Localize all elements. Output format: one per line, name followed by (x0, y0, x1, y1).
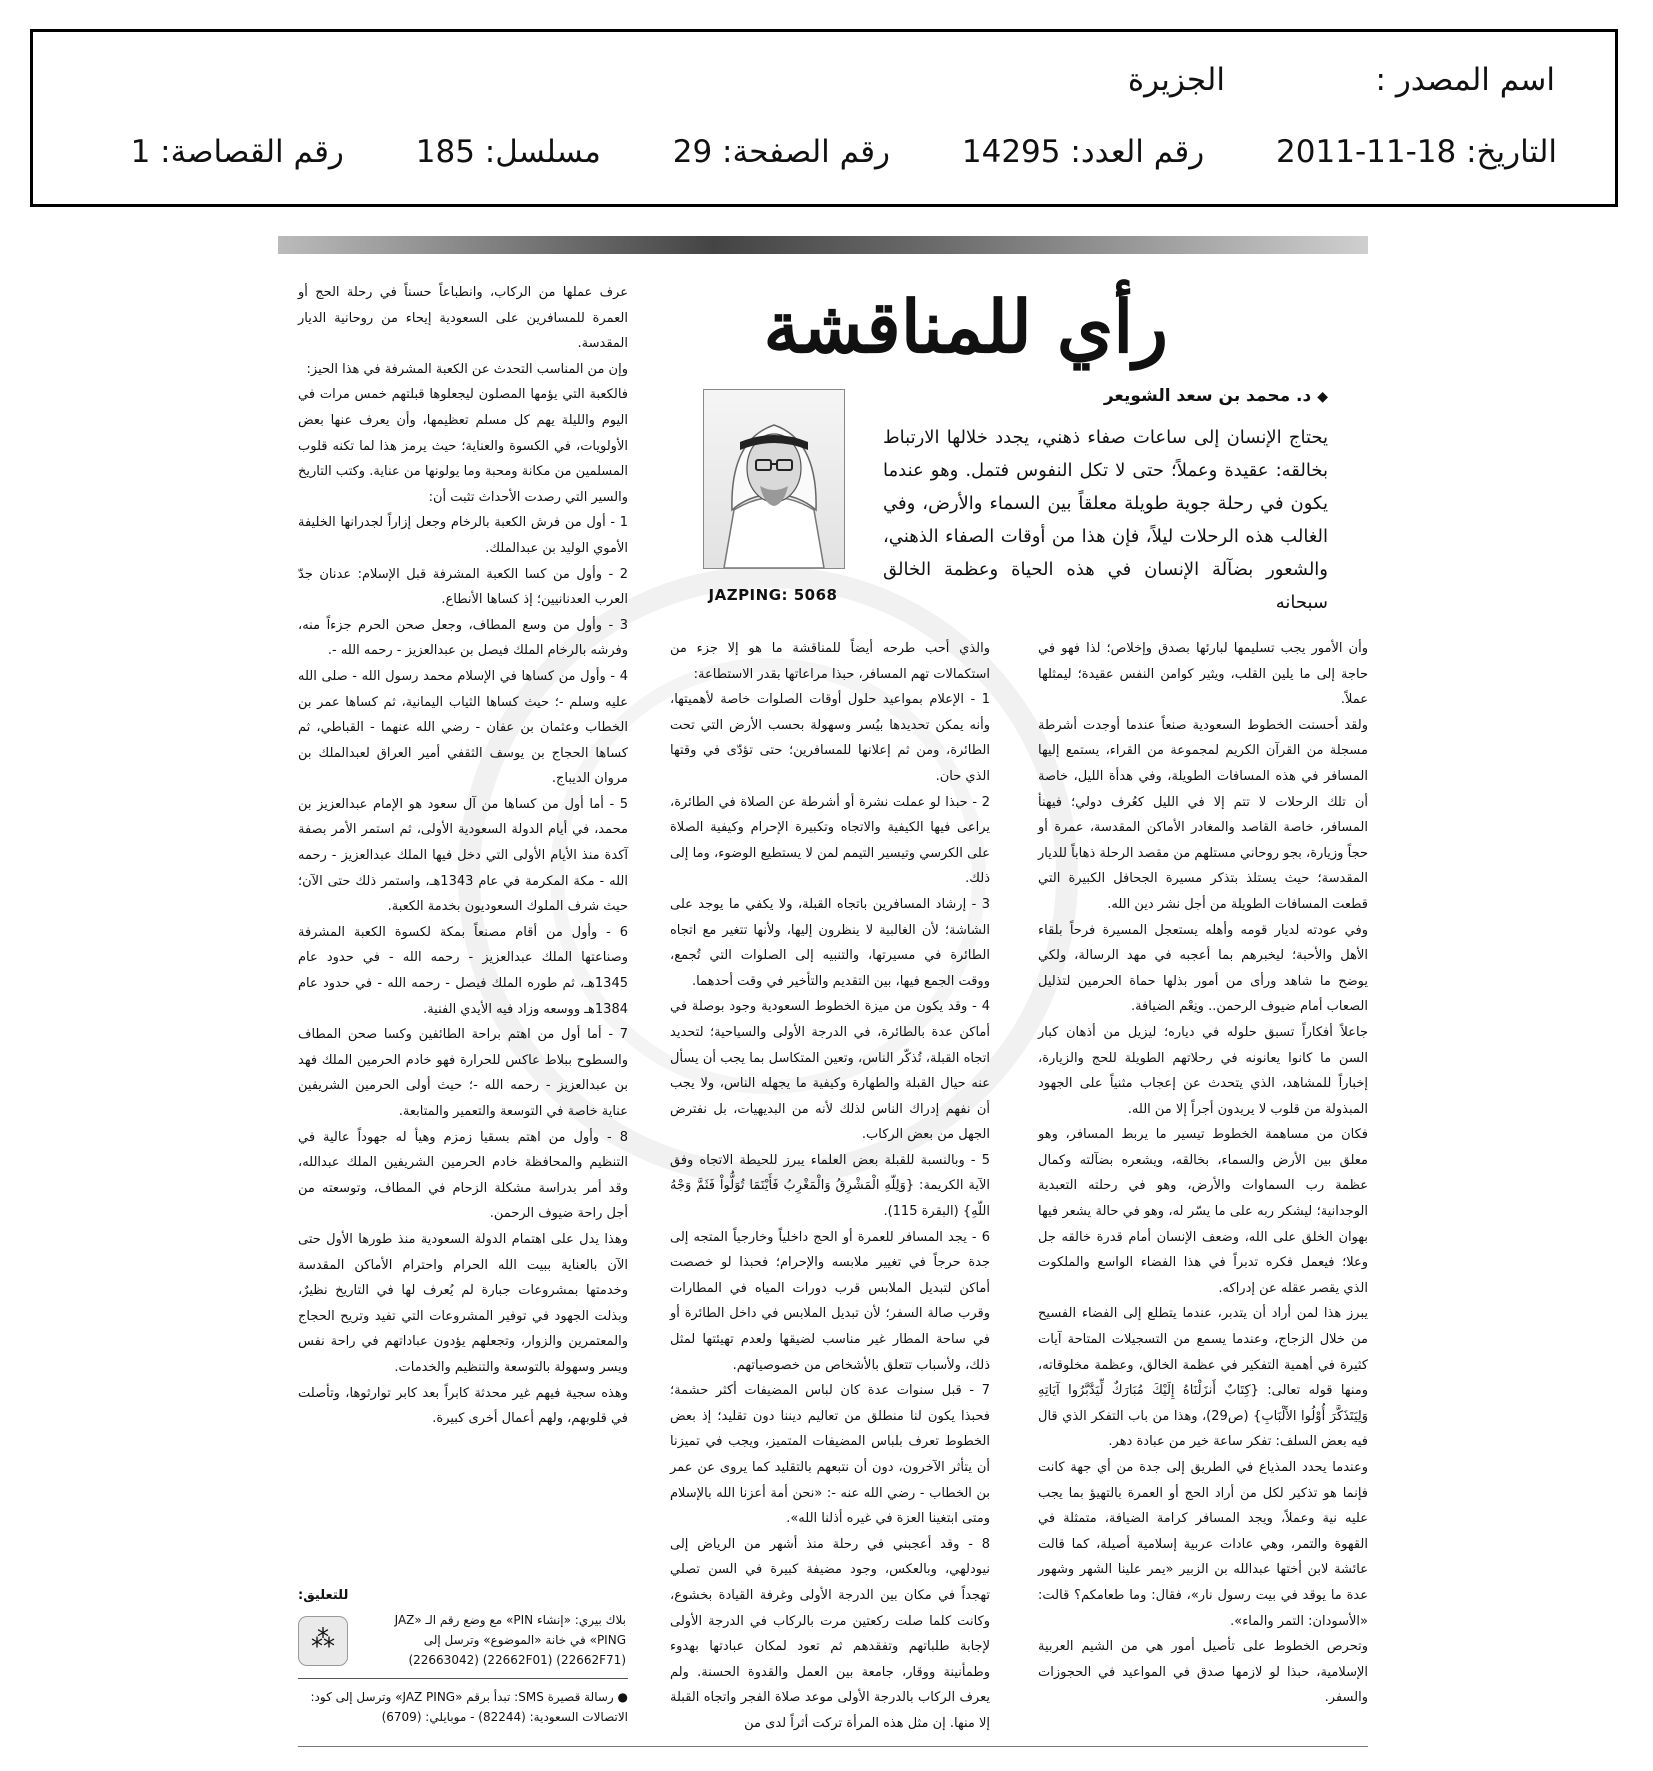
paragraph: 5 - وبالنسبة للقبلة بعض العلماء يبرز للحيطة الاتجاه وفق الآية الكريمة: {وَلِلّهِ الْمَشْرِقُ وَالْمَغْرِبُ فَأَيْنَمَا تُوَلُّواْ فَثَمَّ وَجْهُ اللّهِ} (البقرة 115). (670, 1152, 990, 1220)
paragraph: 7 - أما أول من اهتم براحة الطائفين وكسا صحن المطاف والسطوح ببلاط عاكس للحرارة فهو خادم الحرمين الملك فهد بن عبدالعزيز - رحمه الله -؛ حيث أولى الحرمين الشريفين عناية خاصة في التوسعة والتعمير والمتابعة. (298, 1027, 628, 1119)
comments-box (298, 1586, 628, 1727)
portrait-icon (704, 390, 844, 568)
article-column-right (1038, 636, 1368, 1711)
source-value: الجزيرة (1127, 62, 1225, 98)
paragraph: وهذا يدل على اهتمام الدولة السعودية منذ طورها الأول حتى الآن بالعناية ببيت الله الحرام واحترام الأماكن المقدسة وخدمتها بمشروعات جبارة لم يُعرف لها في التاريخ نظيرٌ، وبذلت الجهود في توفير المشروعات التي تفيد وتريح الحجاج والمعتمرين والزوار، وتجعلهم يؤدون عباداتهم في راحة نفس ويسر وسهولة بالتوسعة والتنظيم والخدمات. (298, 1231, 628, 1375)
paragraph: عرف عملها من الركاب، وانطباعاً حسناً في رحلة الحج أو العمرة للمسافرين على السعودية إيحاء من روحانية الديار المقدسة. (298, 285, 628, 352)
serial-number: مسلسل: 185 (415, 134, 601, 170)
paragraph: 4 - وقد يكون من ميزة الخطوط السعودية وجود بوصلة في أماكن عدة بالطائرة، في الدرجة الأولى والسياحية؛ لتحديد اتجاه القبلة، تُذكّر الناس، وتعين المتكاسل بما يجب أن يسأل عنه حيال القبلة والطهارة وكيفية ما يجهله الناس، ولا يجب أن نفهم إدراك الناس لذلك لأنه من البديهيات، بل نفترض الجهل من بعض الركاب. (670, 999, 990, 1143)
paragraph: 5 - أما أول من كساها من آل سعود هو الإمام عبدالعزيز بن محمد، في أيام الدولة السعودية الأولى، ثم استمر الأمر بصفة آكدة منذ الأيام الأولى التي دخل فيها الملك عبدالعزيز - رحمه الله - مكة المكرمة في عام 1343هـ، واستمر ذلك حتى الآن؛ حيث شرف الملوك السعوديون بخدمة الكعبة. (298, 796, 628, 915)
comments-title: للتعليق: (298, 1588, 349, 1603)
top-rule (278, 236, 1368, 254)
paragraph: 6 - يجد المسافر للعمرة أو الحج داخلياً وخارجياً المتجه إلى جدة حرجاً في تغيير ملابسه والإحرام؛ فحبذا لو خصصت أماكن لتبديل الملابس قرب دورات المياه في المطارات وقرب صالة السفر؛ لأن تبديل الملابس في داخل الطائرة أو في ساحة المطار غير مناسب لضيقها ولعدم تهيئتها لمثل ذلك، ولأسباب تتعلق بالأشخاص من خصوصياتهم. (670, 1229, 990, 1373)
metadata-line (69, 134, 1557, 170)
paragraph: يبرز هذا لمن أراد أن يتدبر، عندما يتطلع إلى الفضاء الفسيح من خلال الزجاج، وعندما يسمع من التسجيلات المتاحة آيات كثيرة في أهمية التفكير في عظمة الخالق، وعظمة مخلوقاته، ومنها قوله تعالى: {كِتَابٌ أَنزَلْنَاهُ إِلَيْكَ مُبَارَكٌ لِّيَدَّبَّرُوا آيَاتِهِ وَلِيَتَذَكَّرَ أُوْلُوا الأَلْبَابِ} (ص29)، وهذا من باب التفكر الذي قال فيه بعض السلف: تفكر ساعة خير من عبادة دهر. (1038, 1306, 1368, 1450)
blackberry-instructions: بلاك بيري: «إنشاء PIN» مع وضع رقم الـ «JAZ PING» في خانة «الموضوع» وترسل إلى (22662F71) (22662F01) (22663042) (394, 1613, 626, 1667)
paragraph: 8 - وقد أعجبني في رحلة منذ أشهر من الرياض إلى نيودلهي، وبالعكس، وجود مضيفة كبيرة في السن تصلي تهجداً في مكان بين الدرجة الأولى وغرفة القيادة بخشوع، وكانت كلما صلت ركعتين مرت بالركاب في الدرجة الأولى لإجابة طلباتهم وتفقدهم ثم تعود لمكان عبادتها بهدوء وطمأنينة ووقار، جامعة بين العمل والقدوة الحسنة. ولم يعرف الركاب بالدرجة الأولى موعد صلاة الفجر واتجاه القبلة إلا منها. إن مثل هذه المرأة تركت أثراً لدى من (670, 1536, 990, 1731)
paragraph: 3 - إرشاد المسافرين باتجاه القبلة، ولا يكفي ما يوجد على الشاشة؛ لأن الغالبية لا ينظرون إليها، ولأنها تتغير مع اتجاه الطائرة في مسيرتها، والتنبيه إلى الصلوات التي تُجمع، ووقت الجمع فيها، بين التقديم والتأخير في وقت أحدهما. (670, 896, 990, 989)
clip-number: رقم القصاصة: 1 (130, 134, 344, 170)
divider (298, 1678, 628, 1679)
paragraph: والذي أحب طرحه أيضاً للمناقشة ما هو إلا جزء من استكمالات تهم المسافر، حبذا مراعاتها بقدر الاستطاعة: (670, 641, 990, 682)
paragraph: 2 - حبذا لو عملت نشرة أو أشرطة عن الصلاة في الطائرة، يراعى فيها الكيفية والاتجاه وتكبيرة الإحرام وكيفية الصلاة على الكرسي وتيسير التيمم لمن لا يستطيع الوضوء، وما إلى ذلك. (670, 794, 990, 887)
blackberry-icon: ⁂ (298, 1616, 348, 1666)
paragraph: وأن الأمور يجب تسليمها لبارئها بصدق وإخلاص؛ لذا فهو في حاجة إلى ما يلين القلب، ويثير كوامن النفس عقيدة؛ ليمثلها عملاً. (1038, 641, 1368, 708)
article-column-left (298, 280, 628, 1432)
paragraph: 4 - وأول من كساها في الإسلام محمد رسول الله - صلى الله عليه وسلم -؛ حيث كساها الثياب اليمانية، ثم كساها عمر بن الخطاب وعثمان بن عفان - رضي الله عنهما - القباطي، ثم كساها الحجاج بن يوسف الثقفي أمير العراق لعبدالملك بن مروان الديباج. (298, 668, 628, 787)
paragraph: فالكعبة التي يؤمها المصلون ليجعلوها قبلتهم خمس مرات في اليوم والليلة يهم كل مسلم تعظيمها، وأن يعرف عنها بعض الأولويات، في الكسوة والعناية؛ حيث يرمز هذا لما تكنه قلوب المسلمين من مكانة ومحبة وما يولونها من عناية. وكتب التاريخ والسير التي رصدت الأحداث تثبت أن: (298, 387, 628, 505)
paragraph: وعندما يحدد المذياع في الطريق إلى جدة من أي جهة كانت فإنما هو تذكير لكل من أراد الحج أو العمرة بالتهيؤ بما يجب عليه نية وعملاً، ويجد المسافر كرامة الضيافة، متمثلة في القهوة والتمر، وهي عادات عربية إسلامية أصيلة، كما قالت عائشة لابن أختها عبدالله بن الزبير «يمر علينا الشهر وشهور عدة ما يوقد في بيت رسول نار»، فقال: وما طعامكم؟ قالت: «الأسودان: التمر والماء». (1038, 1460, 1368, 1629)
paragraph: وتحرص الخطوط على تأصيل أمور هي من الشيم العربية الإسلامية، حبذا لو لازمها صدق في المواعيد في الحجوزات والسفر. (1038, 1639, 1368, 1706)
paragraph: 1 - أول من فرش الكعبة بالرخام وجعل إزاراً لجدرانها الخليفة الأموي الوليد بن عبدالملك. (298, 515, 628, 556)
newspaper-clipping (278, 236, 1368, 1756)
paragraph: وإن من المناسب التحدث عن الكعبة المشرفة في هذا الحيز: (306, 361, 628, 377)
paragraph: وفي عودته لديار قومه وأهله يستعجل المسيرة فرحاً بلقاء الأهل والأحبة؛ ليخبرهم بما أعجبه في مهد الرسالة، ولكي يوضح ما شاهد ورأى من أمور بذلها حماة الحرمين لتذليل الصعاب أمام ضيوف الرحمن.. ونِعْم الضيافة. (1038, 922, 1368, 1015)
article-column-middle (670, 636, 990, 1737)
issue-number: رقم العدد: 14295 (961, 134, 1205, 170)
jazping-code: JAZPING: 5068 (708, 586, 838, 604)
paragraph: 2 - وأول من كسا الكعبة المشرفة قبل الإسلام: عدنان جدّ العرب العدنانيين؛ إذ كساها الأنطاع. (298, 566, 628, 608)
date-field: التاريخ: 18-11-2011 (1276, 134, 1557, 170)
paragraph: 1 - الإعلام بمواعيد حلول أوقات الصلوات خاصة لأهميتها، وأنه يمكن تحديدها بيُسر وسهولة بحسب الأرض التي تحت الطائرة، ومن ثم إعلانها للمسافرين؛ حتى تؤدّى في وقتها الذي حان. (670, 692, 990, 784)
paragraph: فكان من مساهمة الخطوط تيسير ما يربط المسافر، وهو معلق بين الأرض والسماء، بخالقه، ويشعره بضآلته وكمال عظمة رب السماوات والأرض، وهو في رحلته التعبدية الوجدانية؛ ليشكر ربه على ما يسّر له، وهو في حالة يشعر فيها بهوان الخلق على الله، وضعف الإنسان أمام قدرة خالقه جل وعلا؛ فيعمل فكره تدبراً في هذا الفضاء الواسع والملكوت الذي يقصر عقله عن إدراكه. (1038, 1127, 1368, 1296)
author-line (1104, 386, 1328, 406)
paragraph: 6 - وأول من أقام مصنعاً بمكة لكسوة الكعبة المشرفة وصناعتها الملك عبدالعزيز - رحمه الله - في حدود عام 1345هـ، ثم طوره الملك فيصل - رحمه الله - في حدود عام 1384هـ ووسعه وزاد فيه الأيدي الفنية. (298, 924, 628, 1017)
author-name: د. محمد بن سعد الشويعر (1103, 386, 1312, 406)
source-label: اسم المصدر : (1375, 62, 1555, 98)
metadata-box (30, 29, 1618, 207)
page-number: رقم الصفحة: 29 (672, 134, 891, 170)
diamond-icon: ◆ (1317, 389, 1328, 405)
paragraph: 7 - قبل سنوات عدة كان لباس المضيفات أكثر حشمة؛ فحبذا يكون لنا منطلق من تعاليم ديننا دون تقليد؛ إذ بعض الخطوط تعرف بلباس المضيفات المتميز، ويجب في تميزنا أن يتأثر الآخرون، دون أن نتبعهم بالتقليد كما يروى عن عمر بن الخطاب - رضي الله عنه -: «نحن أمة أعزنا الله بالإسلام ومتى ابتغينا العزة في غيره أذلنا الله». (670, 1383, 990, 1527)
paragraph: جاعلاً أفكاراً تسبق حلوله في دياره؛ ليزيل من أذهان كبار السن ما كانوا يعانونه في رحلاتهم الطويلة للحج والزيارة، إخباراً للمشاهد، الذي يتحدث عن إعجاب مثنياً على الجهود المبذولة من قلوب لا يريدون أجراً إلا من الله. (1038, 1024, 1368, 1117)
article-title: رأي للمناقشة (763, 284, 1168, 369)
sms-instructions: ● رسالة قصيرة SMS: تبدأ برقم «JAZ PING» وترسل إلى كود: الاتصالات السعودية: (82244) - موبايلي: (6709) (310, 1690, 628, 1724)
paragraph: ولقد أحسنت الخطوط السعودية صنعاً عندما أوجدت أشرطة مسجلة من القرآن الكريم لمجموعة من القراء، يستمع إليها المسافر في هذه المسافات الطويلة، وفي هدأة الليل، خاصة أن تلك الرحلات لا تتم إلا في الليل كعُرف دولي؛ فيهنأ المسافر، خاصة القاصد والمغادر الأماكن المقدسة، عمرة أو حجاً وزيارة، بجو روحاني مستلهم من مقصد الرحلة ذهاباً للديار المقدسة؛ حيث يستلذ بتذكر مسيرة الجحافل الكبيرة التي قطعت المسافات الطويلة من أجل نشر دين الله. (1038, 717, 1368, 912)
bottom-rule (298, 1746, 1368, 1747)
paragraph: 3 - وأول من وسع المطاف، وجعل صحن الحرم جزءاً منه، وفرشه بالرخام الملك فيصل بن عبدالعزيز - رحمه الله -. (298, 617, 628, 659)
author-photo (703, 389, 845, 569)
article-lead: يحتاج الإنسان إلى ساعات صفاء ذهني، يجدد خلالها الارتباط بخالقه: عقيدة وعملاً؛ حتى لا تكل النفوس فتمل. وهو عندما يكون في رحلة جوية طويلة معلقاً بين السماء والأرض، وفي الغالب هذه الرحلات ليلاً، فإن هذا من أوقات الصفاء الذهني، والشعور بضآلة الإنسان في هذه الحياة وعظمة الخالق سبحانه (883, 427, 1328, 613)
paragraph: وهذه سجية فيهم غير محدثة كابراً بعد كابر توارثوها، وتأصلت في قلوبهم، ولهم أعمال أخرى كبيرة. (298, 1385, 628, 1427)
paragraph: 8 - وأول من اهتم بسقيا زمزم وهيأ له جهوداً عالية في التنظيم والمحافظة خادم الحرمين الشريفين الملك عبدالله، وقد أمر بدراسة مشكلة الزحام في المطاف، وتوسعته من أجل راحة ضيوف الرحمن. (298, 1129, 628, 1222)
